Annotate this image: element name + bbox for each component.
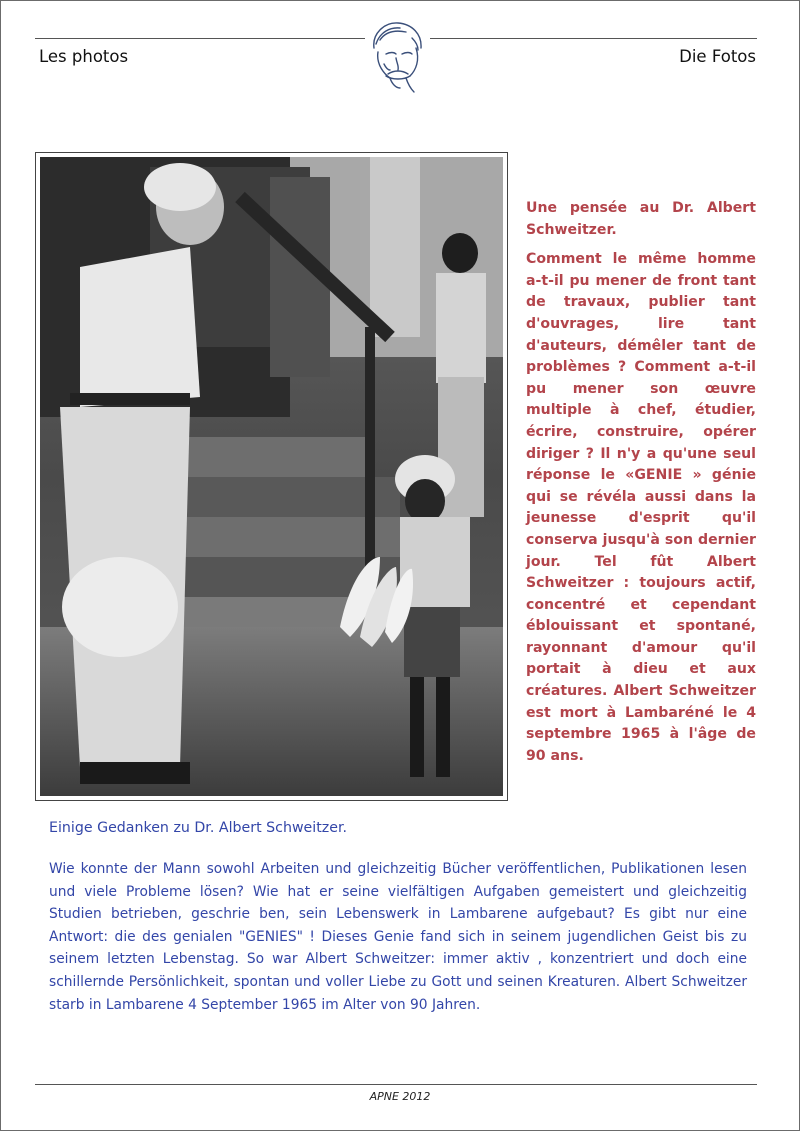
photo-frame [35, 152, 508, 801]
footer-text: APNE 2012 [369, 1090, 431, 1103]
header-rule-left [35, 38, 365, 39]
french-text-block [526, 198, 756, 775]
german-body: Wie konnte der Mann sowohl Arbeiten und gleichzeitig Bücher veröffentlichen, Publikationen lesen und viele Probleme lösen? Wie hat er seine vielfältigen Aufgaben gemeistert und gleichzeitig Studien betrieben, geschrie ben, sein Lebenswerk in Lambarene aufgebaut? Es gibt nur eine Antwort: die des genialen "GENIES" ! Dieses Genie fand sich in seinem jugendlichen Geist bis zu seinem letzten Lebenstag. So war Albert Schweitzer: immer aktiv , konzentriert und doch eine schillernde Persönlichkeit, spontan und voller Liebe zu Gott und seinen Kreaturen. Albert Schweitzer starb in Lambarene 4 September 1965 im Alter von 90 Jahren. [49, 861, 747, 1013]
header-left-label: Les photos [39, 47, 129, 66]
schweitzer-with-child-photo [40, 157, 503, 796]
footer-rule [35, 1084, 757, 1085]
header-right-label: Die Fotos [679, 47, 756, 66]
header-rule-right [430, 38, 757, 39]
french-body: Comment le même homme a-t-il pu mener de front tant de travaux, publier tant d'ouvrages, lire tant d'auteurs, démêler tant de problèmes ? Comment a-t-il pu mener son œuvre multiple à chef, étudier, écrire, construire, opérer diriger ? Il n'y a qu'une seul réponse le «GENIE » génie qui se révéla aussi dans la jeunesse d'esprit qu'il conserva jusqu'à son dernier jour. Tel fût Albert Schweitzer : toujours actif, concentré et cependant éblouissant et spontané, rayonnant d'amour qu'il portait à dieu et aux créatures. Albert Schweitzer est mort à Lambaréné le 4 septembre 1965 à l'âge de 90 ans. [526, 251, 756, 764]
german-title: Einige Gedanken zu Dr. Albert Schweitzer. [49, 820, 347, 836]
schweitzer-portrait-logo [366, 18, 428, 94]
french-title: Une pensée au Dr. Albert Schweitzer. [526, 200, 756, 238]
